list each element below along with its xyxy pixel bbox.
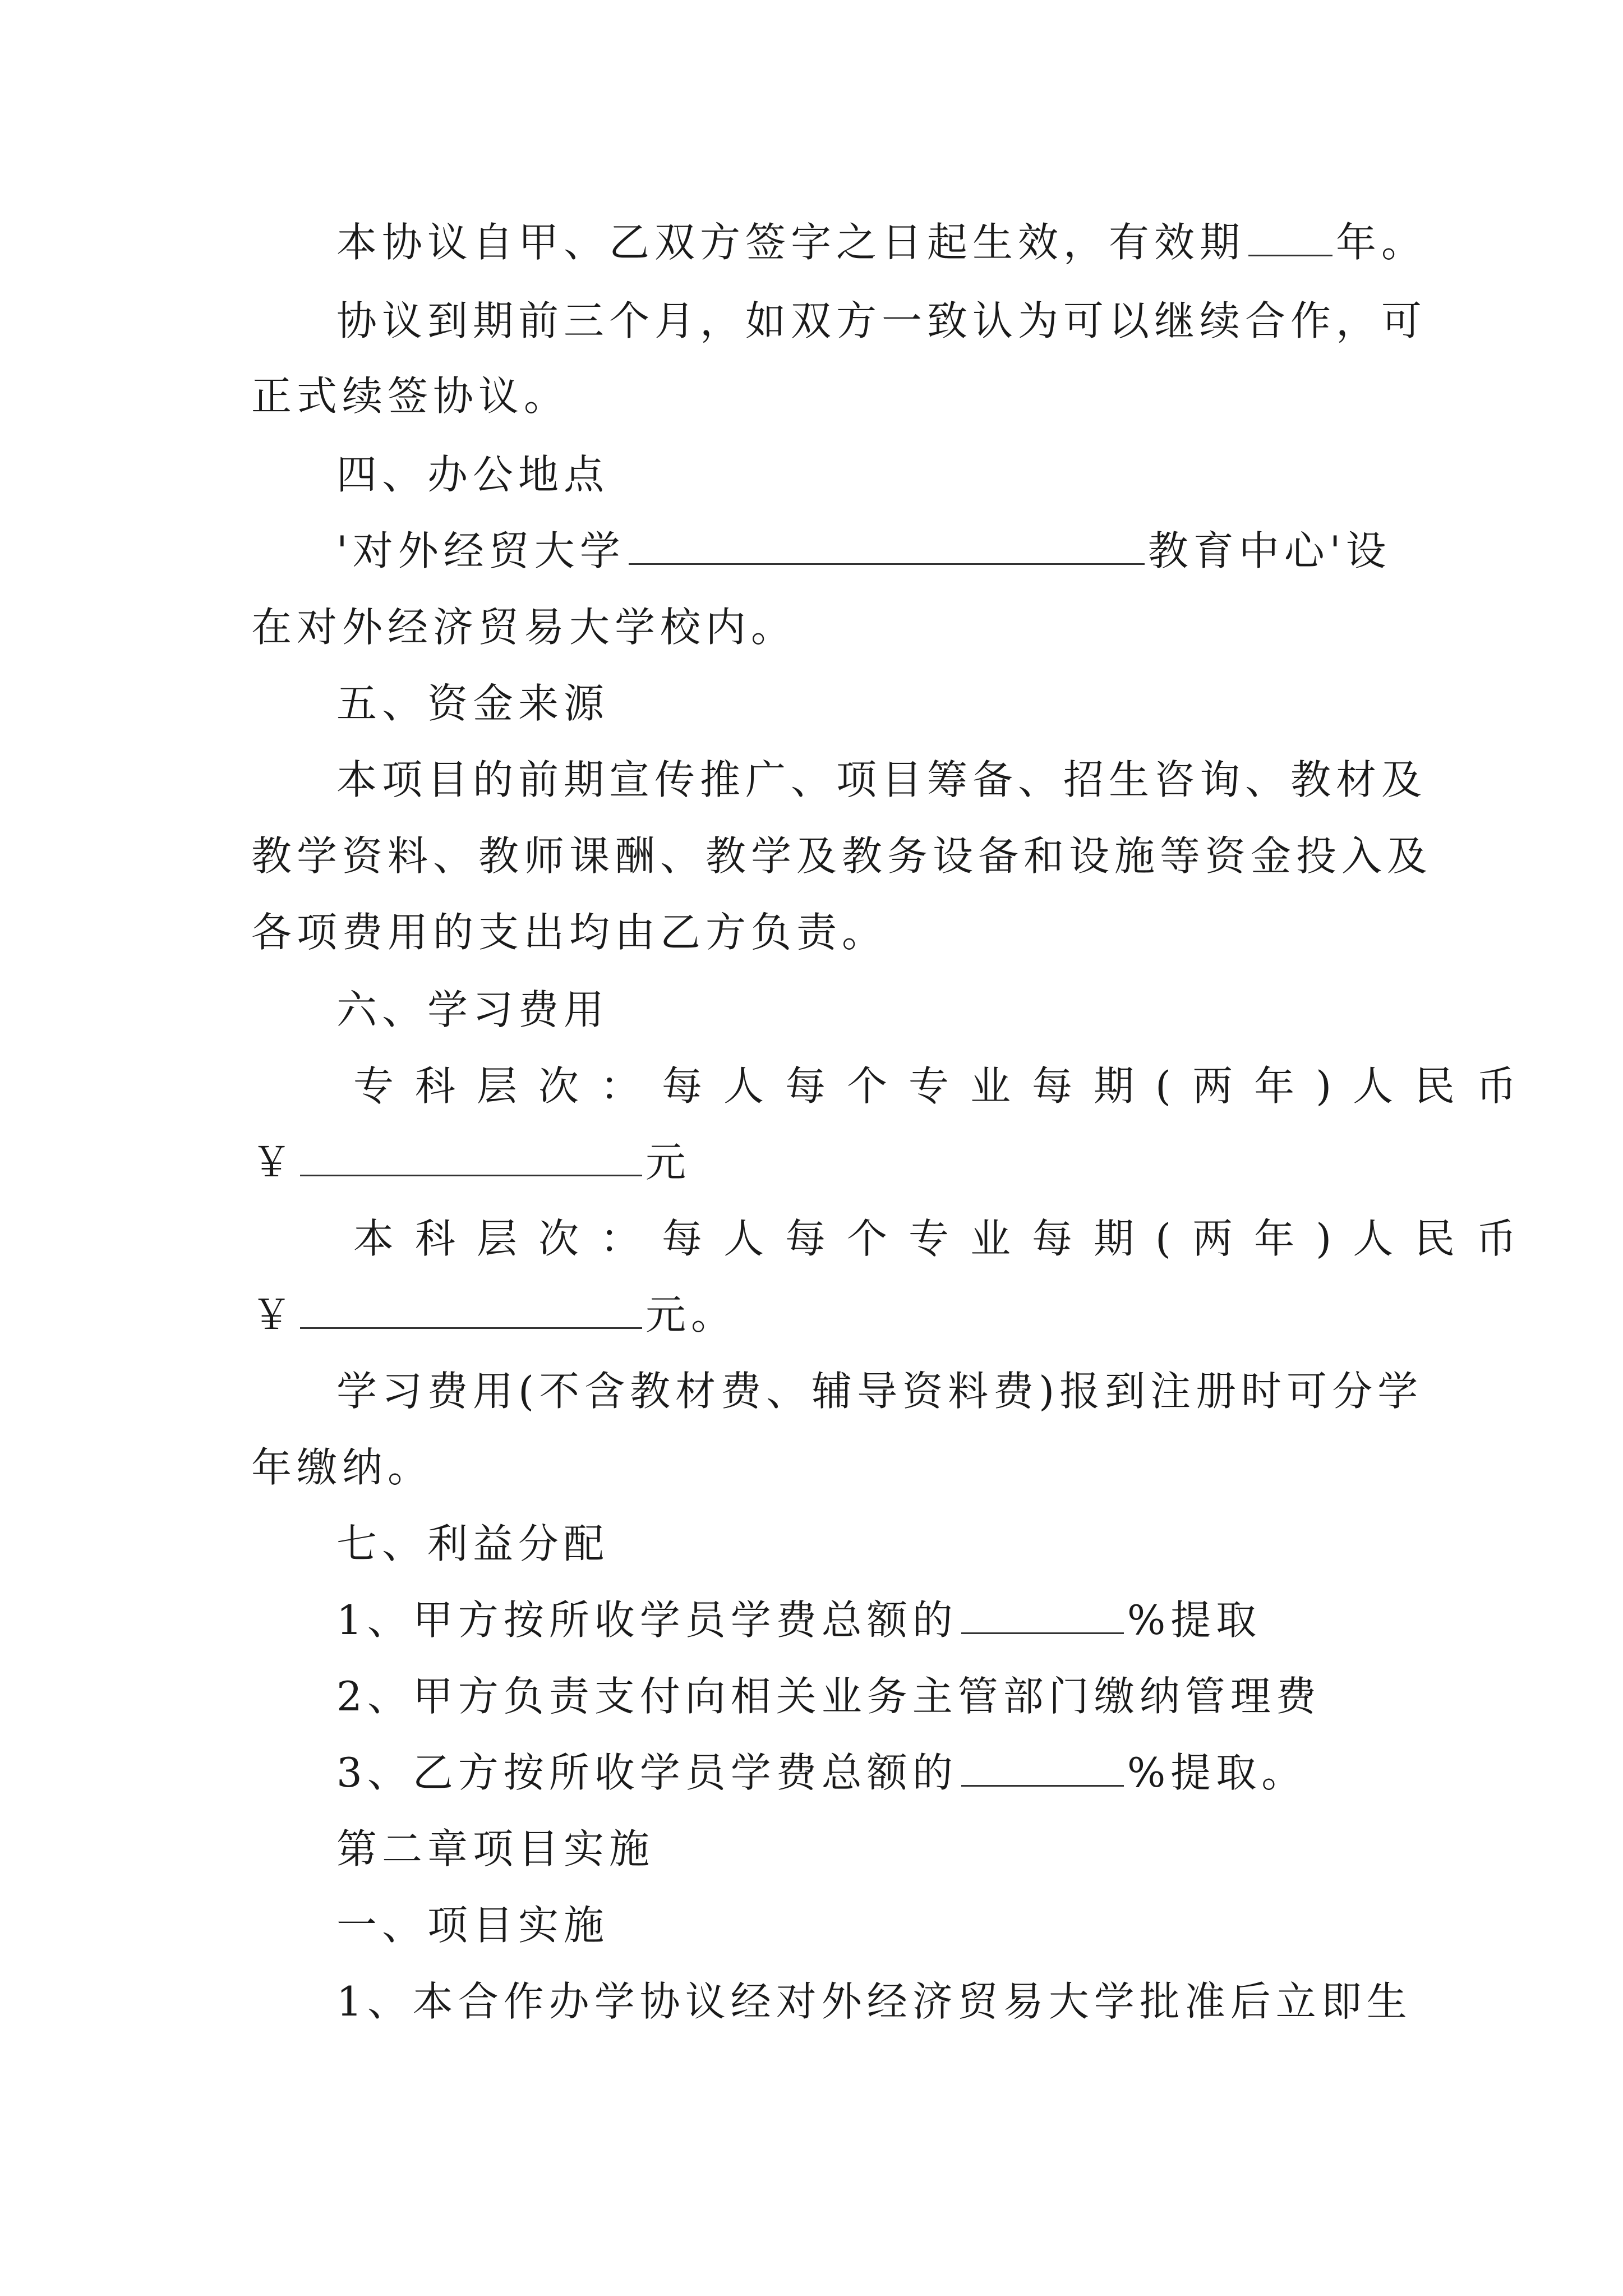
paragraph-renewal-line2: 正式续签协议。: [251, 372, 570, 420]
fee-unit: 元: [645, 1139, 691, 1186]
center-name-blank[interactable]: [629, 528, 1145, 565]
paragraph-payment-line1: 学习费用(不含教材费、辅导资料费)报到注册时可分学: [336, 1368, 1423, 1415]
item-suffix: %提取: [1127, 1596, 1262, 1644]
validity-text: 本协议自甲、乙双方签字之日起生效，有效期: [336, 219, 1246, 266]
heading-profit-distribution: 七、利益分配: [336, 1520, 610, 1567]
office-prefix: '对外经贸大学: [336, 527, 625, 574]
heading-funding-source: 五、资金来源: [336, 680, 610, 727]
party-b-percent-blank[interactable]: [961, 1750, 1124, 1787]
validity-suffix: 年。: [1336, 219, 1427, 266]
paragraph-office-line2: 在对外经济贸易大学校内。: [251, 604, 797, 651]
fee-associate-line1: 专科层次：每人每个专业每期(两年)人民币: [353, 1062, 1538, 1110]
fee-associate-line2: [251, 1134, 1390, 1190]
paragraph-funding-line1: 本项目的前期宣传推广、项目筹备、招生咨询、教材及: [336, 756, 1427, 803]
currency-symbol: ￥: [251, 1291, 297, 1338]
validity-years-blank[interactable]: [1248, 220, 1332, 256]
heading-tuition: 六、学习费用: [336, 986, 610, 1033]
list-item-party-b-share: [336, 1745, 1391, 1801]
party-a-percent-blank[interactable]: [961, 1598, 1124, 1634]
heading-project-implementation: 一、项目实施: [336, 1902, 610, 1949]
associate-fee-blank[interactable]: [300, 1140, 642, 1176]
item-text: 3、乙方按所收学员学费总额的: [336, 1749, 958, 1796]
list-item-approval: 1、本合作办学协议经对外经济贸易大学批准后立即生: [336, 1978, 1412, 2025]
list-item-party-a-share: [336, 1592, 1391, 1648]
heading-office-location: 四、办公地点: [336, 451, 610, 498]
fee-bachelor-line1: 本科层次：每人每个专业每期(两年)人民币: [353, 1215, 1538, 1262]
chapter-heading: 第二章项目实施: [336, 1825, 655, 1872]
paragraph-renewal-line1: 协议到期前三个月，如双方一致认为可以继续合作，可: [336, 297, 1427, 344]
fee-bachelor-line2: [251, 1287, 1390, 1343]
item-suffix: %提取。: [1127, 1749, 1307, 1796]
office-suffix: 教育中心'设: [1147, 527, 1391, 574]
item-text: 1、甲方按所收学员学费总额的: [336, 1596, 958, 1644]
bachelor-fee-blank[interactable]: [300, 1292, 642, 1329]
paragraph-office-line1: [336, 523, 1391, 579]
currency-symbol: ￥: [251, 1139, 297, 1186]
paragraph-validity: [336, 214, 1427, 270]
list-item-management-fee: 2、甲方负责支付向相关业务主管部门缴纳管理费: [336, 1673, 1321, 1720]
paragraph-funding-line3: 各项费用的支出均由乙方负责。: [251, 909, 888, 956]
fee-unit: 元。: [645, 1291, 737, 1338]
paragraph-payment-line2: 年缴纳。: [251, 1444, 434, 1491]
paragraph-funding-line2: 教学资料、教师课酬、教学及教务设备和设施等资金投入及: [251, 832, 1433, 880]
